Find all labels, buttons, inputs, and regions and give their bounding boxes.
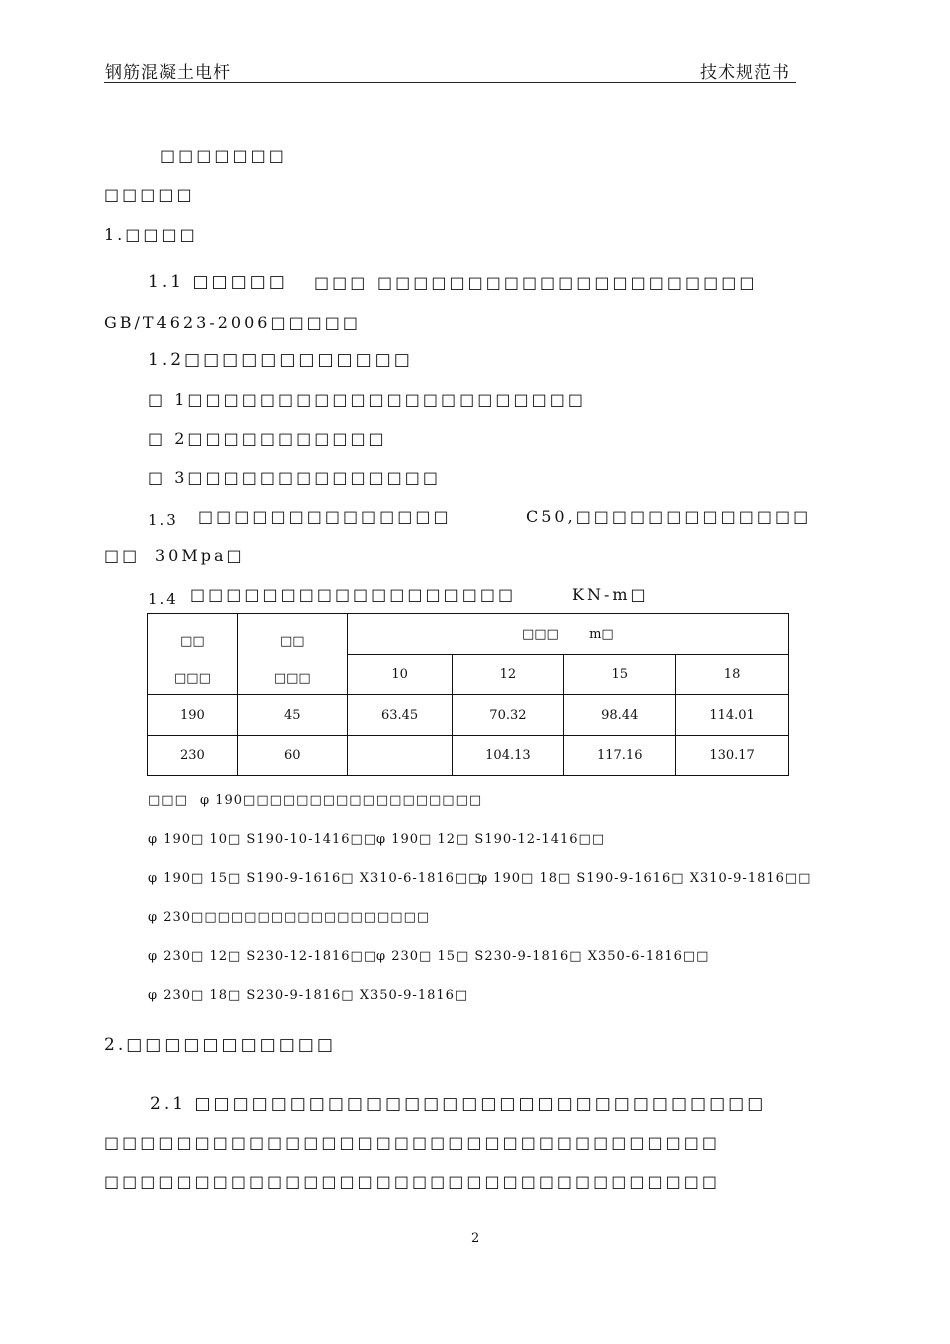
header-divider xyxy=(104,82,796,83)
para-1-1-standard: GB/T4623-2006□□□□□ xyxy=(104,313,362,332)
length-18-header: 18 xyxy=(676,655,789,695)
note-line-3b: φ 190□ 18□ S190-9-1616□ X310-9-1816□□ xyxy=(478,871,812,886)
para-1-3-text: □□□□□□□□□□□□□□ xyxy=(198,507,452,526)
note-line-5a: φ 230□ 12□ S230-12-1816□□ xyxy=(148,949,378,964)
cell-value: 98.44 xyxy=(564,695,676,736)
header-cell-thickness xyxy=(237,614,347,695)
para-1-4-unit: KN-m□ xyxy=(572,585,649,604)
cell-value: 104.13 xyxy=(452,736,564,776)
cell-diameter: 230 xyxy=(148,736,238,776)
length-15-header: 15 xyxy=(564,655,676,695)
note-line-6: φ 230□ 18□ S230-9-1816□ X350-9-1816□ xyxy=(148,988,469,1003)
para-1-1-part-b: □□□ xyxy=(314,273,369,292)
para-1-3-number: 1.3 xyxy=(148,511,178,529)
body-line-2: □□□□□ xyxy=(104,185,195,204)
note-line-2b: φ 190□ 12□ S190-12-1416□□ xyxy=(376,832,606,847)
cell-value: 117.16 xyxy=(564,736,676,776)
table-row xyxy=(148,736,789,776)
note-label: □□□ xyxy=(148,793,188,808)
item-2: □ 2□□□□□□□□□□□ xyxy=(148,429,387,448)
cell-value: 63.45 xyxy=(347,695,452,736)
para-2-1-line-2: □□□□□□□□□□□□□□□□□□□□□□□□□□□□□□□□□□ xyxy=(104,1133,720,1152)
item-3: □ 3□□□□□□□□□□□□□□ xyxy=(148,468,442,487)
cell-value: 70.32 xyxy=(452,695,564,736)
note-line-5b: φ 230□ 15□ S230-9-1816□ X350-6-1816□□ xyxy=(376,949,710,964)
cell-value: 130.17 xyxy=(676,736,789,776)
cell-value xyxy=(347,736,452,776)
item-1: □ 1□□□□□□□□□□□□□□□□□□□□□□ xyxy=(148,390,586,409)
table-row xyxy=(148,695,789,736)
header-diameter-bottom: □□□ xyxy=(174,671,211,686)
cell-thickness: 45 xyxy=(237,695,347,736)
length-10-header: 10 xyxy=(347,655,452,695)
para-2-1-line-3: □□□□□□□□□□□□□□□□□□□□□□□□□□□□□□□□□□ xyxy=(104,1172,720,1191)
header-length-unit: m□ xyxy=(589,626,614,642)
header-cell-diameter xyxy=(148,614,238,695)
header-length-label: □□□ xyxy=(521,626,559,642)
header-length-group xyxy=(347,614,788,655)
note-line-3a: φ 190□ 15□ S190-9-1616□ X310-6-1816□□ xyxy=(148,871,482,886)
header-diameter-top: □□ xyxy=(180,634,205,649)
para-1-3-cont-a: □□ xyxy=(104,546,141,565)
note-line-4: φ 230□□□□□□□□□□□□□□□□□□ xyxy=(148,910,431,925)
header-left-title: 钢筋混凝土电杆 xyxy=(105,63,231,83)
cell-diameter: 190 xyxy=(148,695,238,736)
para-1-2: 1.2□□□□□□□□□□□□ xyxy=(148,350,413,370)
section-2-heading: 2.□□□□□□□□□□□ xyxy=(104,1035,336,1055)
para-1-4-text: □□□□□□□□□□□□□□□□□□ xyxy=(190,585,517,604)
para-1-1-number: 1.1 □□□□□ xyxy=(148,272,288,292)
para-1-1-part-c: □□□□□□□□□□□□□□□□□□□□□ xyxy=(377,273,758,292)
header-right-title: 技术规范书 xyxy=(700,63,790,83)
section-1-heading: 1.□□□□ xyxy=(104,225,198,244)
para-1-3-strength: 30Mpa□ xyxy=(155,546,245,565)
header-thickness-top: □□ xyxy=(279,634,305,649)
page-number: 2 xyxy=(471,1231,480,1246)
note-line-2a: φ 190□ 10□ S190-10-1416□□ xyxy=(148,832,378,847)
para-1-3-concrete-grade: C50,□□□□□□□□□□□□□ xyxy=(526,507,812,526)
header-thickness-bottom: □□□ xyxy=(273,671,311,686)
moment-table xyxy=(147,613,789,776)
cell-thickness: 60 xyxy=(237,736,347,776)
note-line-1: φ 190□□□□□□□□□□□□□□□□□□ xyxy=(200,793,483,808)
para-2-1: 2.1 □□□□□□□□□□□□□□□□□□□□□□□□□□□□□□ xyxy=(150,1094,767,1114)
length-12-header: 12 xyxy=(452,655,564,695)
body-line-1: □□□□□□□ xyxy=(160,146,287,165)
para-1-4-number: 1.4 xyxy=(148,590,178,608)
cell-value: 114.01 xyxy=(676,695,789,736)
